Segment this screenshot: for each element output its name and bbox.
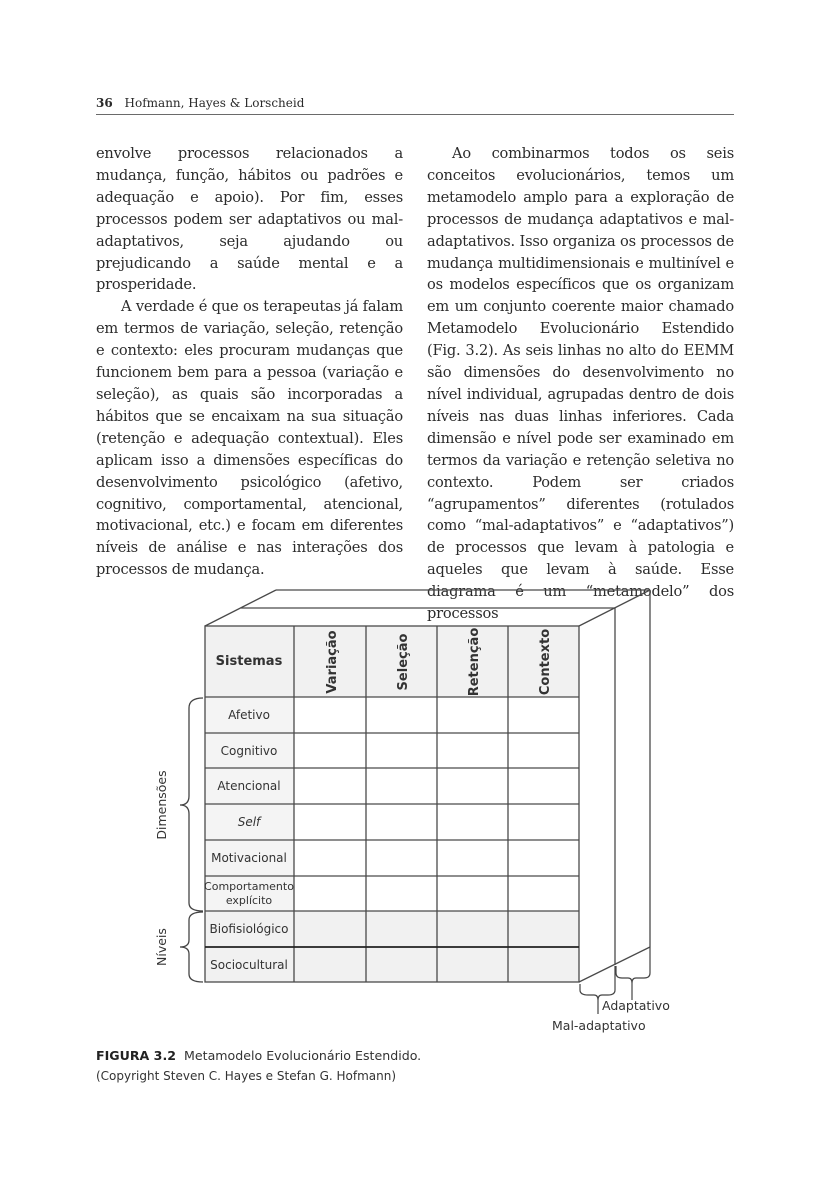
paragraph: A verdade é que os terapeutas já falam em termos de variação, seleção, retenção e contexto: eles procuram mudanças que funcionem bem para a pessoa (variação e seleção), as quais são incorporadas a hábitos que se encaixam na sua situação (retenção e adequação contextual). Eles aplicam isso a dimensões específicas do desenvolvimento psicológico (afetivo, cognitivo, comportamental, atencional, motivacional, etc.) e focam em diferentes níveis de análise e nas interações dos processos de mudança. <box>96 298 403 579</box>
brace-adaptive <box>616 947 650 983</box>
row-label-atencional: Atencional <box>217 779 281 793</box>
corner-label-sistemas: Sistemas <box>215 654 283 669</box>
row-label-afetivo: Afetivo <box>228 708 270 722</box>
row-label-self: Self <box>237 815 261 829</box>
column-header-selecao: Seleção <box>396 633 411 691</box>
column-header-contexto: Contexto <box>538 628 553 696</box>
row-label-explicito: explícito <box>225 894 273 907</box>
paragraph: envolve processos relacionados a mudança, função, hábitos ou padrões e adequação e apoio). Por fim, esses processos podem ser adaptativos ou mal-adaptativos, seja ajudando ou prejudicando a saúde mental e a prosperidade. <box>96 145 403 294</box>
brace-maladaptive <box>580 966 615 1000</box>
brace-label-dimensoes: Dimensões <box>154 770 169 840</box>
column-header-variacao: Variação <box>325 630 340 694</box>
caption-credit: (Copyright Steven C. Hayes e Stefan G. Hofmann) <box>96 1069 397 1083</box>
brace-label-niveis: Níveis <box>154 928 169 966</box>
row-label-sociocultural: Sociocultural <box>210 958 288 972</box>
column-header-retencao: Retenção <box>467 627 482 697</box>
page-number: 36 <box>96 96 113 110</box>
paragraph: Ao combinarmos todos os seis conceitos evolucionários, temos um metamodelo amplo para a exploração de processos de mudança adaptativos e mal-adaptativos. Isso organiza os processos de mudança multidimensionais e multinível e os modelos específicos que os organizam em um conjunto coerente maior chamado Metamodelo Evolucionário Estendido (Fig. 3.2). As seis linhas no alto do EEMM são dimensões do desenvolvimento no nível individual, agrupadas dentro de dois níveis nas duas linhas inferiores. Cada dimensão e nível pode ser examinado em termos da variação e retenção seletiva no contexto. Podem ser criados “agrupamentos” diferentes (rotulados como “mal-adaptativos” e “adaptativos”) de processos que levam à patologia e aqueles que levam à saúde. Esse diagrama é um “metamodelo” dos processos <box>427 145 734 623</box>
brace-levels <box>180 912 203 982</box>
row-label-cognitivo: Cognitivo <box>220 744 278 758</box>
caption-label: FIGURA 3.2 <box>96 1048 176 1063</box>
row-label-comportamento: Comportamento <box>204 880 294 893</box>
caption-title: Metamodelo Evolucionário Estendido. <box>184 1048 422 1063</box>
layer-label-mal-adaptativo: Mal-adaptativo <box>552 1018 646 1033</box>
brace-dimensions <box>180 698 203 911</box>
row-label-motivacional: Motivacional <box>211 851 287 865</box>
row-label-biofisiologico: Biofisiológico <box>209 922 289 936</box>
figure-caption <box>96 1046 421 1086</box>
layer-label-adaptativo: Adaptativo <box>602 998 670 1013</box>
running-header-authors: Hofmann, Hayes & Lorscheid <box>124 96 305 110</box>
